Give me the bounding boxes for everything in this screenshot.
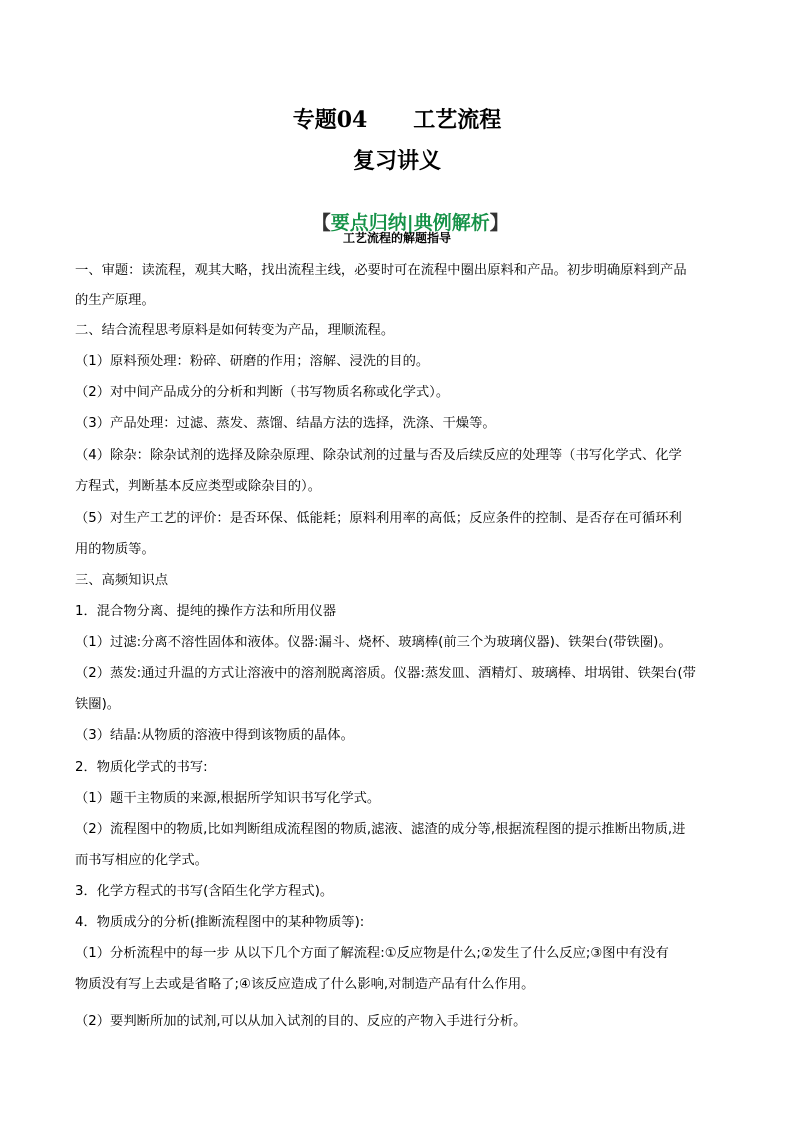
banner-open-bracket: 【 — [311, 212, 331, 234]
body-line: （2）要判断所加的试剂,可以从加入试剂的目的、反应的产物入手进行分析。 — [75, 1014, 527, 1029]
banner-close-bracket: 】 — [489, 212, 509, 234]
body-line: （3）产品处理：过滤、蒸发、蒸馏、结晶方法的选择，洗涤、干燥等。 — [75, 416, 496, 431]
body-line: 三、高频知识点 — [75, 573, 169, 588]
body-line: （1）分析流程中的每一步 从以下几个方面了解流程:①反应物是什么;②发生了什么反应;③图中有没有 — [75, 946, 669, 961]
banner-text: 要点归纳|典例解析 — [330, 212, 490, 234]
body-line: 铁圈)。 — [75, 697, 121, 712]
body-line: （5）对生产工艺的评价：是否环保、低能耗；原料利用率的高低；反应条件的控制、是否存在可循环利 — [75, 511, 682, 526]
body-line: 而书写相应的化学式。 — [75, 853, 208, 868]
body-line: 二、结合流程思考原料是如何转变为产品，理顺流程。 — [75, 323, 395, 338]
key-points-banner — [0, 186, 794, 257]
body-line: 3．化学方程式的书写(含陌生化学方程式)。 — [75, 884, 334, 899]
document-subtitle: 复习讲义 — [352, 148, 441, 174]
section-heading: 工艺流程的解题指导 — [342, 231, 451, 245]
body-line: （2）对中间产品成分的分析和判断（书写物质名称或化学式）。 — [75, 385, 450, 400]
body-line: （3）结晶:从物质的溶液中得到该物质的晶体。 — [75, 728, 354, 743]
body-line: （1）原料预处理：粉碎、研磨的作用；溶解、浸洗的目的。 — [75, 354, 430, 369]
body-line: 4．物质成分的分析(推断流程图中的某种物质等): — [75, 915, 365, 930]
body-line: 用的物质等。 — [75, 542, 155, 557]
body-line: （1）题干主物质的来源,根据所学知识书写化学式。 — [75, 791, 381, 806]
body-line: 的生产原理。 — [75, 293, 155, 308]
body-line: （2）蒸发:通过升温的方式让溶液中的溶剂脱离溶质。仪器:蒸发皿、酒精灯、玻璃棒、坩埚钳、铁架台(带 — [75, 666, 696, 681]
body-line: 物质没有写上去或是省略了;④该反应造成了什么影响,对制造产品有什么作用。 — [75, 977, 535, 992]
body-line: （4）除杂：除杂试剂的选择及除杂原理、除杂试剂的过量与否及后续反应的处理等（书写化学式、化学 — [75, 448, 682, 463]
body-line: 1．混合物分离、提纯的操作方法和所用仪器 — [75, 604, 337, 619]
body-line: （1）过滤:分离不溶性固体和液体。仪器:漏斗、烧杯、玻璃棒(前三个为玻璃仪器)、铁架台(带铁圈)。 — [75, 635, 672, 650]
body-line: 一、审题：读流程，观其大略，找出流程主线，必要时可在流程中圈出原料和产品。初步明确原料到产品 — [75, 263, 687, 278]
document-title: 专题04 工艺流程 — [292, 107, 502, 133]
body-line: 方程式，判断基本反应类型或除杂目的）。 — [75, 479, 321, 494]
body-line: （2）流程图中的物质,比如判断组成流程图的物质,滤液、滤渣的成分等,根据流程图的提示推断出物质,进 — [75, 822, 686, 837]
body-line: 2．物质化学式的书写: — [75, 760, 208, 775]
